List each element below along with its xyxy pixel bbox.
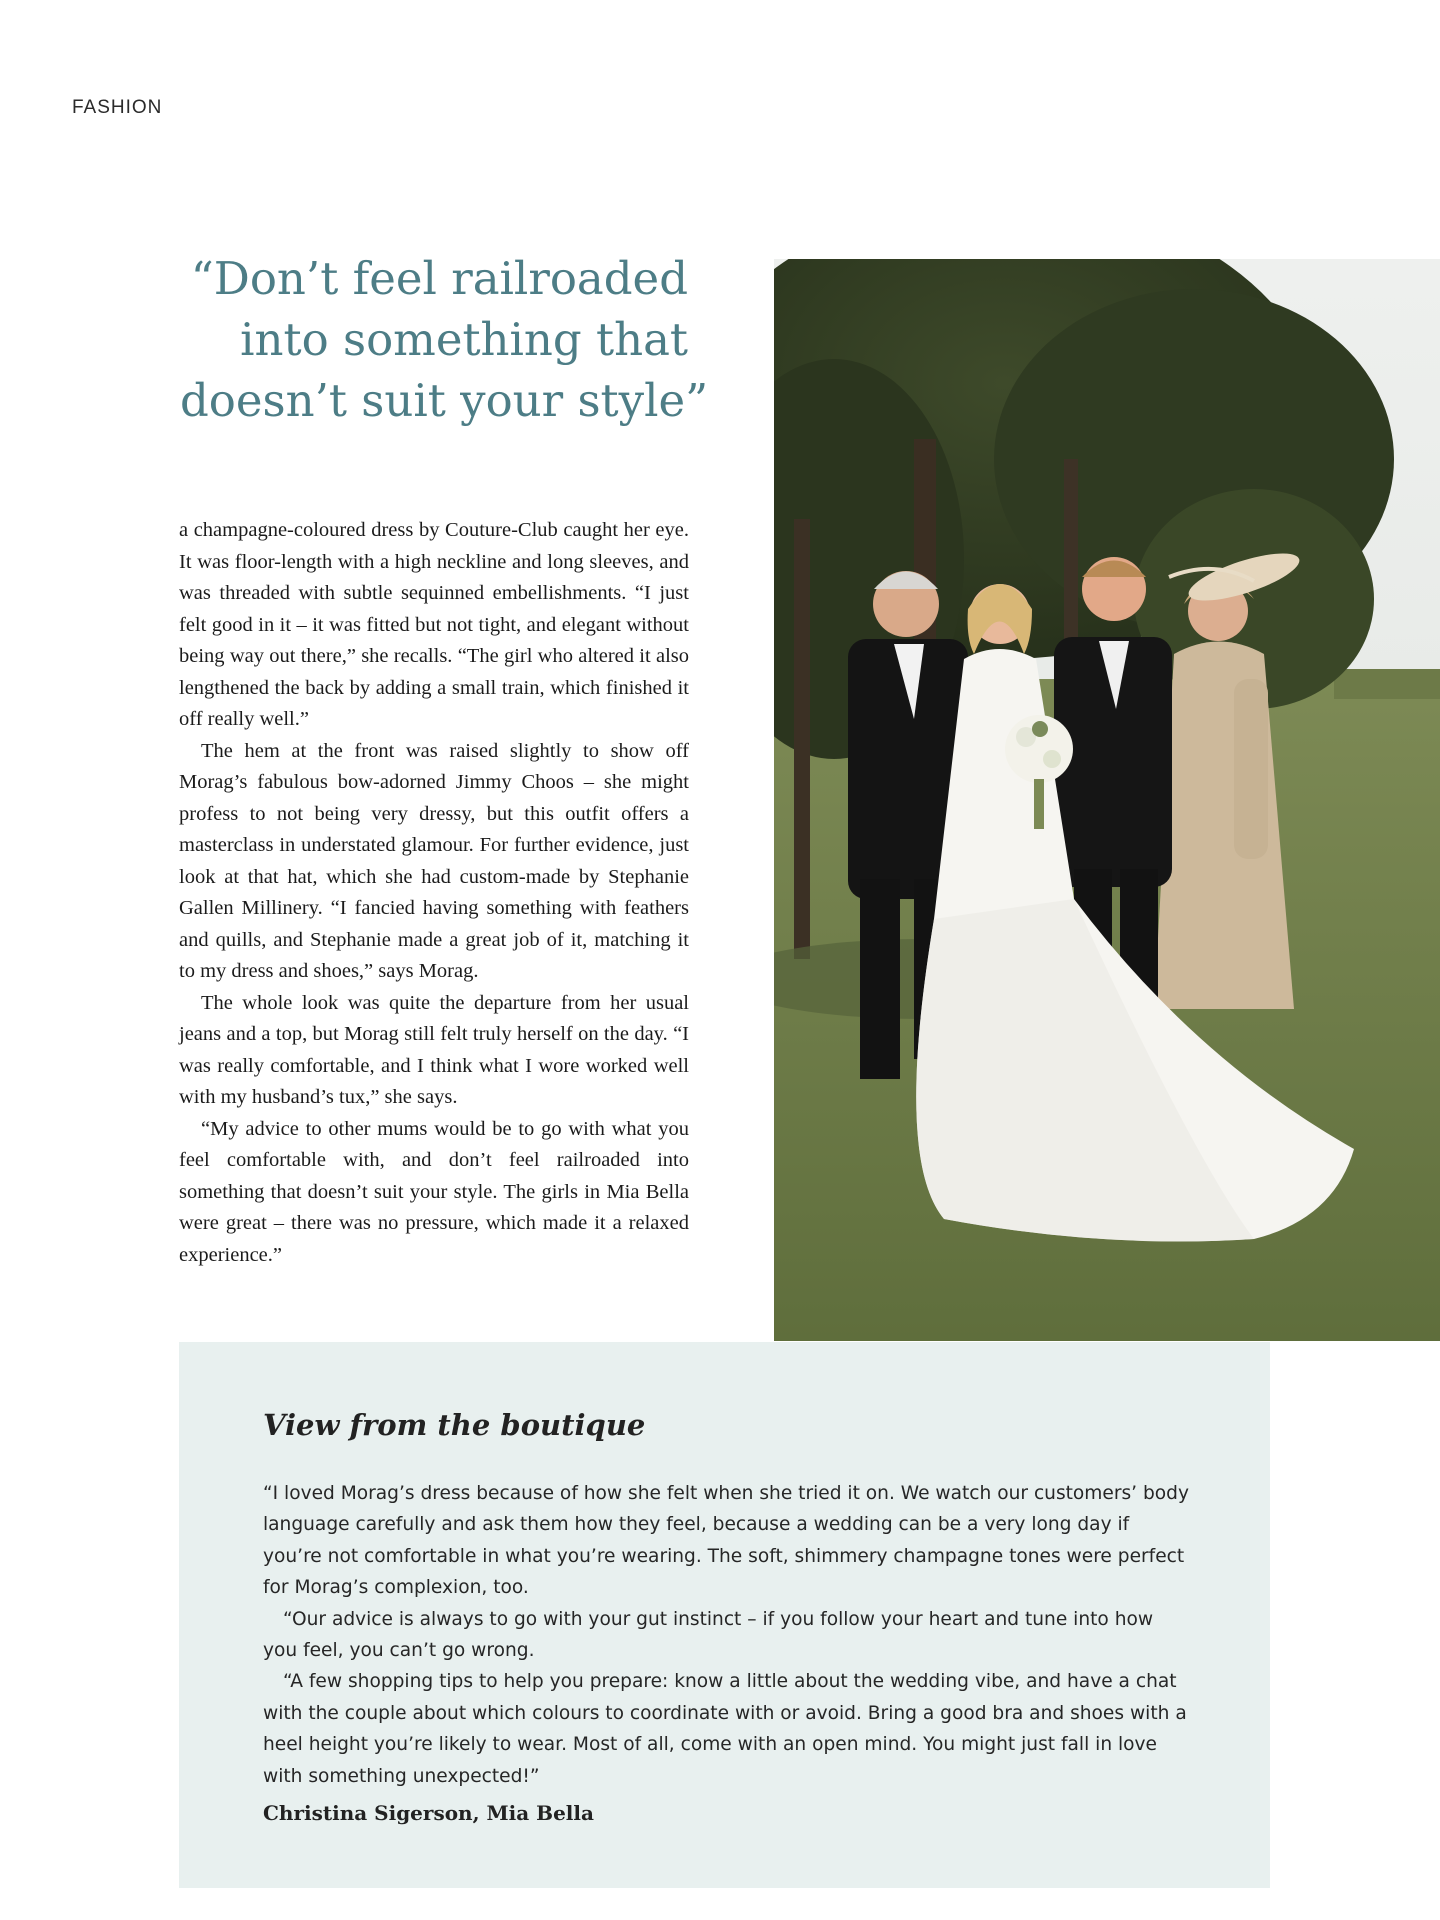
section-label: FASHION (72, 97, 163, 118)
pull-quote-line: into something that (240, 313, 688, 366)
boutique-paragraph: “A few shopping tips to help you prepare: know a little about the wedding vibe, and have a chat with the couple about which colours to coordinate with or avoid. Bring a good bra and shoes with a heel height you’re likely to wear. Most of all, come with an open mind. You might just fall in love with something unexpected!” (263, 1671, 1187, 1787)
boutique-signoff: Christina Sigerson, Mia Bella (263, 1801, 594, 1825)
boutique-body (263, 1478, 1193, 1792)
article-paragraph: The whole look was quite the departure from her usual jeans and a top, but Morag still felt truly herself on the day. “I was really comfortable, and I think what I wore worked well with my husband’s tux,” she says. (179, 991, 689, 1108)
pull-quote-line: “Don’t feel railroaded (190, 252, 688, 305)
wedding-photo (774, 259, 1440, 1341)
wedding-photo-illustration (774, 259, 1440, 1341)
pull-quote-line: doesn’t suit your style” (180, 374, 709, 427)
boutique-sidebar (179, 1342, 1270, 1888)
article-paragraph: The hem at the front was raised slightly to show off Morag’s fabulous bow-adorned Jimmy Choos – she might profess to not being very dressy, but this outfit offers a masterclass in understated glamour. For further evidence, just look at that hat, which she had custom-made by Stephanie Gallen Millinery. “I fancied having something with feathers and quills, and Stephanie made a great job of it, matching it to my dress and shoes,” says Morag. (179, 739, 689, 982)
article-body (179, 515, 689, 1271)
boutique-paragraph: “I loved Morag’s dress because of how she felt when she tried it on. We watch our customers’ body language carefully and ask them how they feel, because a wedding can be a very long day if you’re not comfortable in what you’re wearing. The soft, shimmery champagne tones were perfect for Morag’s complexion, too. (263, 1483, 1189, 1599)
article-paragraph: “My advice to other mums would be to go with what you feel comfortable with, and don’t feel railroaded into something that doesn’t suit your style. The girls in Mia Bella were great – there was no pressure, which made it a relaxed experience.” (179, 1117, 689, 1266)
pull-quote (180, 248, 709, 431)
article-paragraph: a champagne-coloured dress by Couture-Club caught her eye. It was floor-length with a high neckline and long sleeves, and was threaded with subtle sequinned embellishments. “I just felt good in it – it was fitted but not tight, and elegant without being way out there,” she recalls. “The girl who altered it also lengthened the back by adding a small train, which finished it off really well.” (179, 519, 689, 730)
boutique-paragraph: “Our advice is always to go with your gut instinct – if you follow your heart and tune into how you feel, you can’t go wrong. (263, 1608, 1154, 1662)
boutique-title: View from the boutique (263, 1408, 646, 1442)
